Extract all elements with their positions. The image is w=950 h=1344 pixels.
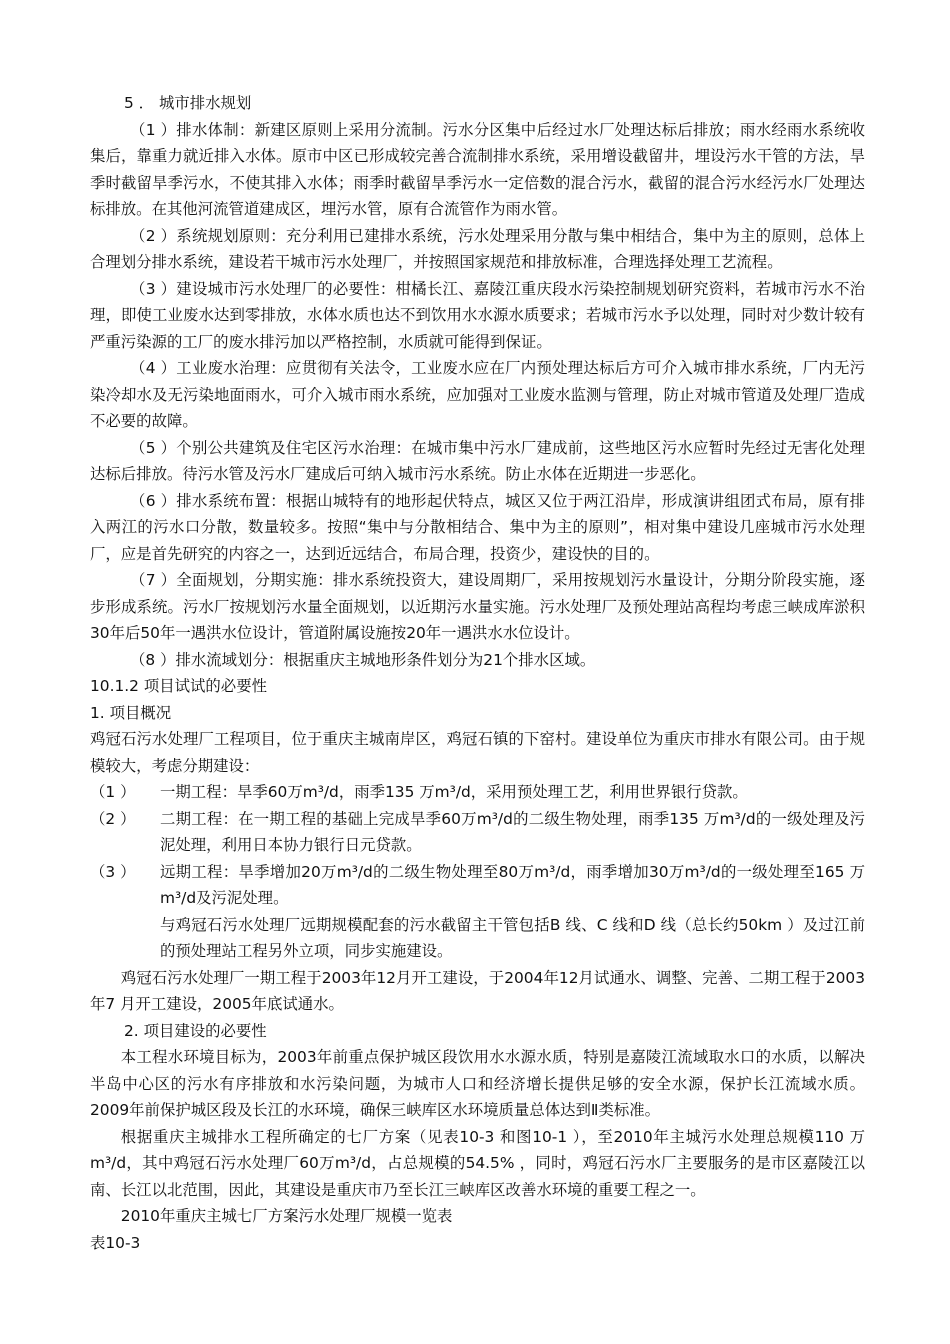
paragraph-phased-implementation: （7 ）全面规划，分期实施：排水系统投资大，建设周期厂，采用按规划污水量设计，分期分阶段实施，逐步形成系统。污水厂按规划污水量全面规划，以近期污水量实施。污水处理厂及预处理站高程均考虑三峡成库淤积30年后50年一遇洪水位设计，管道附属设施按20年一遇洪水水位设计。 (90, 571, 865, 642)
paragraph-treatment-plant-necessity: （3 ）建设城市污水处理厂的必要性：柑橘长江、嘉陵江重庆段水污染控制规划研究资料，若城市污水不治理，即使工业废水达到零排放，水体水质也达不到饮用水水源水质要求；若城市污水予以处理，同时对少数计较有严重污染源的工厂的废水排污加以严格控制，水质就可能得到保证。 (90, 279, 865, 351)
table-caption: 2010年重庆主城七厂方案污水处理厂规模一览表 (120, 1207, 453, 1225)
paragraph-trunk-pipes: 与鸡冠石污水处理厂远期规模配套的污水截留主干管包括B 线、C 线和D 线（总长约50km ）及过江前的预处理站工程另外立项，同步实施建设。 (160, 915, 865, 960)
list-item-number: （1 ） (90, 783, 136, 801)
paragraph-overview: 鸡冠石污水处理厂工程项目，位于重庆主城南岸区，鸡冠石镇的下窑村。建设单位为重庆市排水有限公司。由于规模较大，考虑分期建设： (90, 730, 865, 775)
section-heading-10-1-2: 10.1.2 项目试试的必要性 (90, 677, 267, 695)
list-item (90, 806, 865, 859)
paragraph-basin-division: （8 ）排水流域划分：根据重庆主城地形条件划分为21个排水区域。 (130, 650, 596, 669)
paragraph-schedule: 鸡冠石污水处理厂一期工程于2003年12月开工建设，于2004年12月试通水、调整、完善、二期工程于2003年7 月开工建设，2005年底试通水。 (90, 968, 865, 1013)
paragraph-planning-principle: （2 ）系统规划原则：充分利用已建排水系统，污水处理采用分散与集中相结合，集中为主的原则，总体上合理划分排水系统，建设若干城市污水处理厂，并按照国家规范和排放标准，合理选择处理工艺流程。 (90, 226, 865, 271)
list-item-text: 二期工程：在一期工程的基础上完成旱季60万m³/d的二级生物处理，雨季135 万m³/d的一级处理及污泥处理，利用日本协力银行日元贷款。 (160, 809, 865, 854)
list-item (90, 859, 865, 912)
paragraph-seven-plant-scheme: 根据重庆主城排水工程所确定的七厂方案（见表10-3 和图10-1 ），至2010年主城污水处理总规模110 万m³/d，其中鸡冠石污水处理厂60万m³/d，占总规模的54.5% ，同时，鸡冠石污水厂主要服务的是市区嘉陵江以南、长江以北范围，因此，其建设是重庆市乃至长江三峡库区改善水环境的重要工程之一。 (90, 1127, 865, 1199)
subheading-project-overview: 1. 项目概况 (90, 703, 172, 722)
table-label: 表10-3 (90, 1233, 141, 1252)
paragraph-industrial-wastewater: （4 ）工业废水治理：应贯彻有关法令，工业废水应在厂内预处理达标后方可介入城市排水系统，厂内无污染冷却水及无污染地面雨水，可介入城市雨水系统，应加强对工业废水监测与管理，防止对城市管道及处理厂造成不必要的故障。 (90, 359, 865, 430)
list-item-text: 远期工程：旱季增加20万m³/d的二级生物处理至80万m³/d，雨季增加30万m³/d的一级处理至165 万m³/d及污泥处理。 (160, 862, 865, 907)
list-item-number: （3 ） (90, 862, 136, 881)
list-item (90, 779, 865, 806)
paragraph-system-layout: （6 ）排水系统布置：根据山城特有的地形起伏特点，城区又位于两江沿岸，形成演讲组团式布局，原有排入两江的污水口分散，数量较多。按照“集中与分散相结合、集中为主的原则”，相对集中建设几座城市污水处理厂，应是首先研究的内容之一，达到近远结合，布局合理，投资少，建设快的目的。 (90, 491, 865, 563)
list-item-text: 一期工程：旱季60万m³/d，雨季135 万m³/d，采用预处理工艺，利用世界银行贷款。 (160, 783, 748, 801)
document-page (90, 90, 865, 1256)
subheading-project-necessity: 2. 项目建设的必要性 (124, 1021, 267, 1040)
paragraph-water-environment-goal: 本工程水环境目标为，2003年前重点保护城区段饮用水水源水质，特别是嘉陵江流域取水口的水质，以解决半岛中心区的污水有序排放和水污染问题，为城市人口和经济增长提供足够的安全水源，保护长江流域水质。2009年前保护城区段及长江的水环境，确保三峡库区水环境质量总体达到Ⅱ类标准。 (90, 1048, 865, 1119)
list-item-number: （2 ） (90, 809, 136, 828)
paragraph-drainage-system: （1 ）排水体制：新建区原则上采用分流制。污水分区集中后经过水厂处理达标后排放；雨水经雨水系统收集后，靠重力就近排入水体。原市中区已形成较完善合流制排水系统，采用增设截留井，埋设污水干管的方法，旱季时截留旱季污水，不使其排入水体；雨季时截留旱季污水一定倍数的混合污水，截留的混合污水经污水厂处理达标排放。在其他河流管道建成区，埋污水管，原有合流管作为雨水管。 (90, 120, 865, 218)
paragraph-public-building-sewage: （5 ）个别公共建筑及住宅区污水治理：在城市集中污水厂建成前，这些地区污水应暂时先经过无害化处理达标后排放。待污水管及污水厂建成后可纳入城市污水系统。防止水体在近期进一步恶化。 (90, 438, 865, 483)
section-5-title: 5 ． 城市排水规划 (124, 94, 252, 112)
